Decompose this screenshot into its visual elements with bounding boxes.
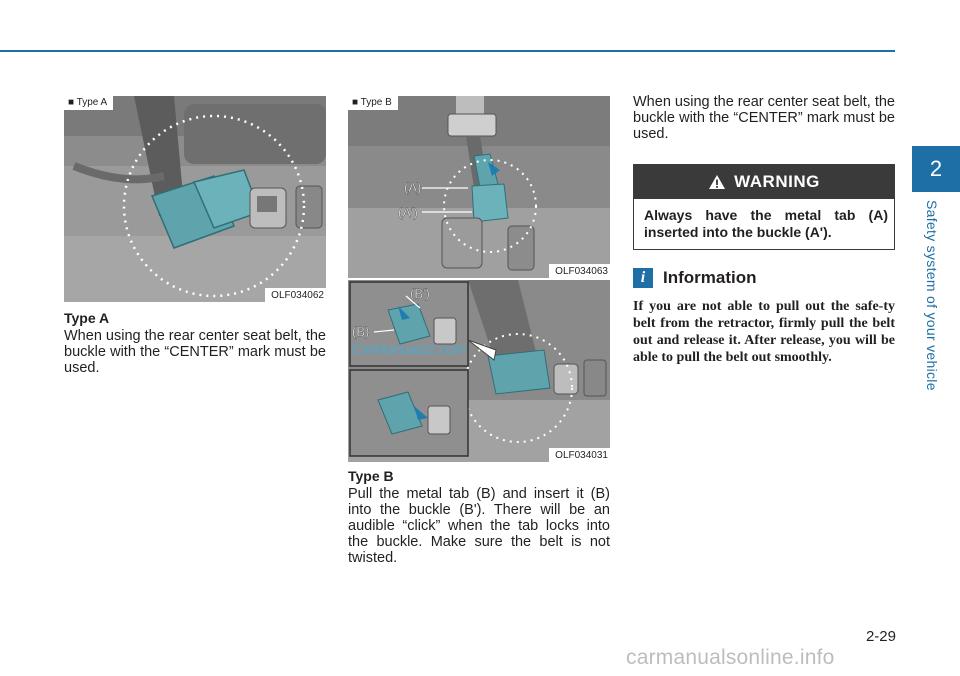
warning-box	[633, 164, 895, 250]
watermark-inline: CarManuals2.com	[352, 341, 466, 357]
figure-type-b-top	[348, 96, 610, 278]
type-a-body: When using the rear center seat belt, the buckle with the “CENTER” mark must be used.	[64, 328, 326, 376]
callout-b-prime: (B')	[410, 286, 430, 301]
center-belt-text: When using the rear center seat belt, the buckle with the “CENTER” mark must be used.	[633, 94, 895, 142]
figure-label: ■ Type A	[64, 96, 113, 110]
type-a-heading: Type A	[64, 310, 110, 326]
watermark-footer: carmanualsonline.info	[626, 646, 835, 669]
type-b-heading: Type B	[348, 468, 394, 484]
information-title: Information	[663, 268, 757, 287]
warning-title: WARNING	[734, 172, 820, 191]
warning-header	[634, 165, 894, 199]
figure-code: OLF034063	[549, 264, 610, 278]
callout-a-prime: (A')	[398, 205, 418, 220]
warning-icon	[708, 174, 726, 190]
section-title	[914, 200, 950, 400]
callout-a: (A)	[404, 180, 422, 195]
information-text: If you are not able to pull out the safe-ty belt from the retractor, firmly pull the belt out and release it. After release, you will be able to pull the belt out smoothly.	[633, 299, 895, 365]
figure-type-b-bottom	[348, 280, 610, 462]
header-rule	[0, 50, 895, 52]
warning-text: Always have the metal tab (A) inserted into the buckle (A').	[644, 207, 888, 240]
type-b-top-illustration	[348, 96, 610, 278]
section-title-text: Safety system of your vehicle	[924, 200, 940, 391]
page-number: 2-29	[865, 628, 896, 645]
callout-b: (B)	[352, 324, 370, 339]
chapter-number: 2	[929, 156, 943, 181]
figure-code: OLF034031	[549, 448, 610, 462]
figure-label: ■ Type B	[348, 96, 398, 110]
type-a-illustration	[64, 96, 326, 302]
type-b-body: Pull the metal tab (B) and insert it (B) into the buckle (B'). There will be an audible “click” when the tab locks into the buckle. Make sure the belt is not twisted.	[348, 486, 610, 566]
figure-type-a	[64, 96, 326, 302]
figure-code: OLF034062	[265, 288, 326, 302]
type-b-bottom-illustration	[348, 280, 610, 462]
info-icon: i	[633, 268, 653, 288]
chapter-tab	[912, 146, 960, 192]
